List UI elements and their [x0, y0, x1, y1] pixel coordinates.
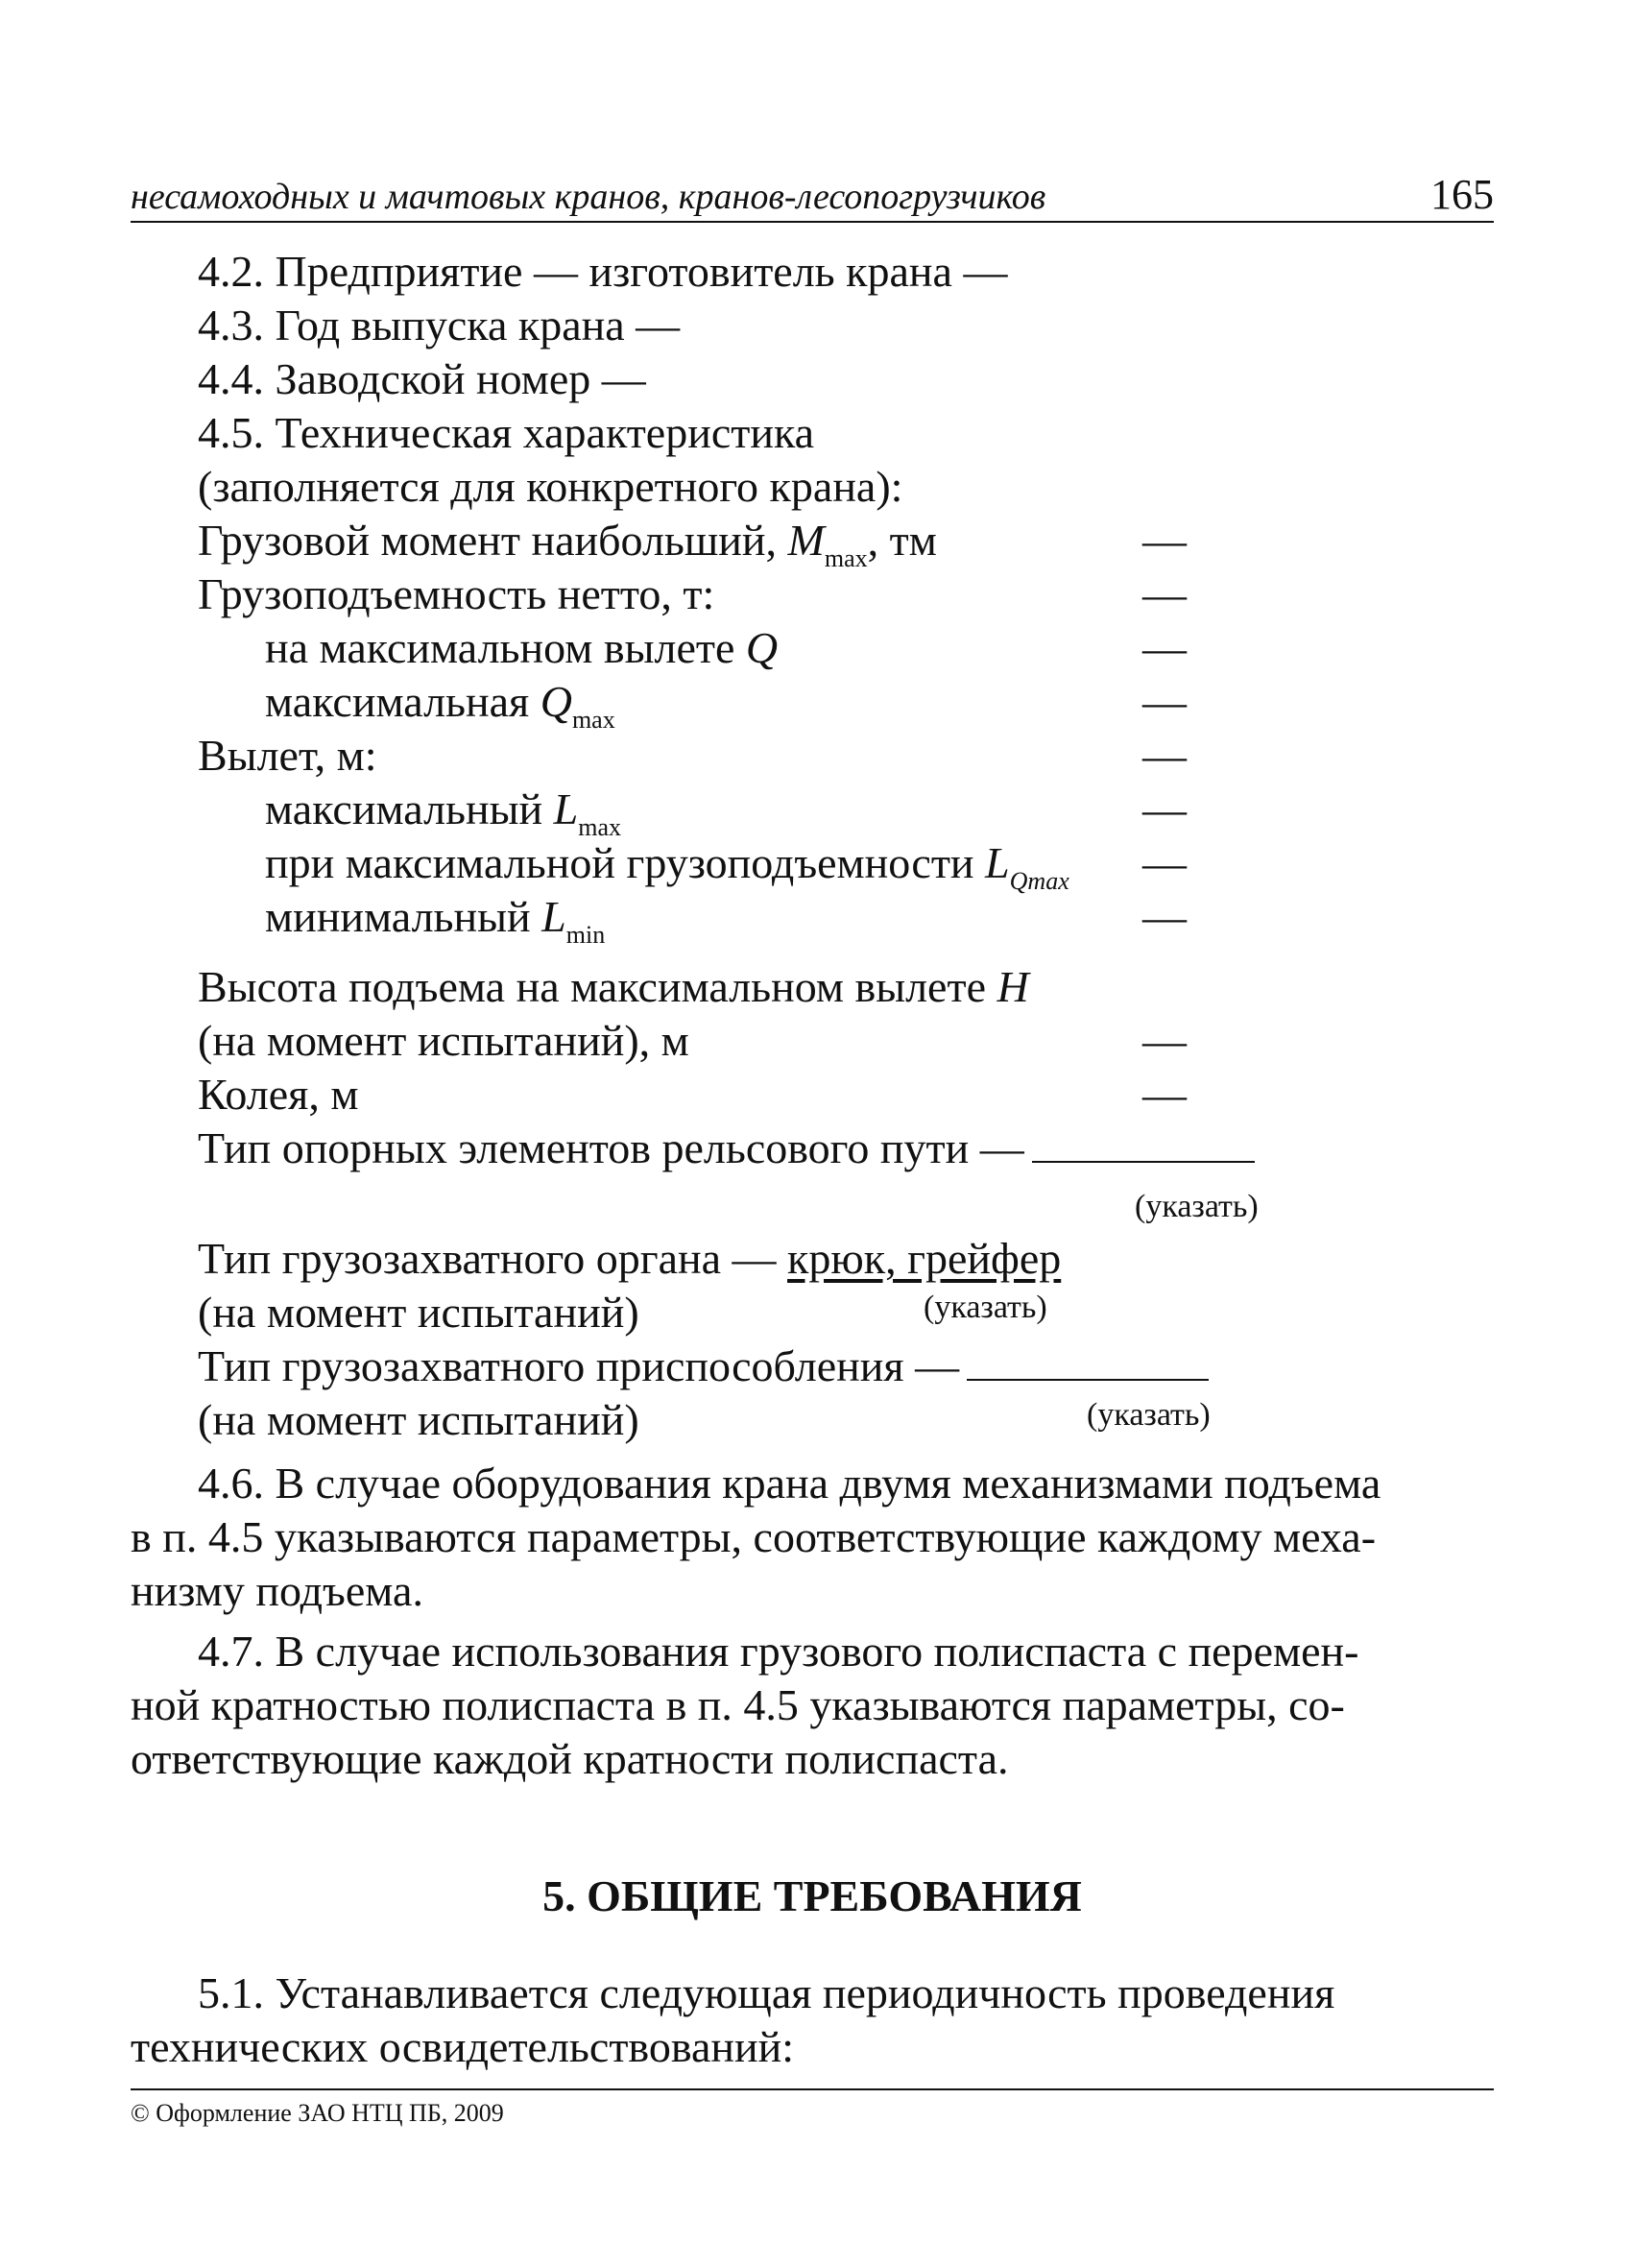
spec-capacity: Грузоподъемность нетто, т:: [198, 569, 715, 618]
spec-device-type-label: Тип грузозахватного приспособления —: [198, 1341, 960, 1390]
para-4-6-line-2: в п. 4.5 указываются параметры, соответствующие каждому меха-: [131, 1512, 1377, 1561]
spec-reach-at-max-cap-label: при максимальной грузоподъемности: [265, 838, 986, 887]
dash-reach-at-max-cap: —: [1142, 838, 1187, 887]
dash-cap-max: —: [1142, 677, 1187, 726]
item-4-2: 4.2. Предприятие — изготовитель крана —: [198, 247, 1008, 296]
hook-type-specify: (указать): [924, 1290, 1047, 1325]
rail-support-specify: (указать): [1135, 1189, 1259, 1224]
device-type-blank: [967, 1340, 1209, 1381]
footer-rule: [131, 2088, 1494, 2090]
para-4-6-line-1: 4.6. В случае оборудования крана двумя механизмами подъема: [198, 1459, 1381, 1508]
spec-rail-support: [198, 1122, 1255, 1175]
page-number: 165: [1430, 171, 1494, 218]
spec-hook-type: [198, 1232, 1061, 1286]
dash-moment: —: [1142, 516, 1187, 565]
spec-reach-max-symbol: L: [553, 784, 579, 833]
spec-device-type-note: (на момент испытаний): [198, 1395, 639, 1444]
para-5-1-line-1: 5.1. Устанавливается следующая периодичность проведения: [198, 1968, 1335, 2017]
footer-copyright: © Оформление ЗАО НТЦ ПБ, 2009: [131, 2099, 504, 2127]
para-4-6-line-3: низму подъема.: [131, 1566, 423, 1615]
para-4-7-line-3: ответствующие каждой кратности полиспаста.: [131, 1734, 1009, 1783]
dash-lift-height: —: [1142, 1016, 1187, 1065]
dash-reach: —: [1142, 731, 1187, 780]
spec-lift-height: [198, 960, 1029, 1014]
spec-lift-height-symbol: H: [997, 962, 1029, 1011]
header-title: несамоходных и мачтовых кранов, кранов-лесопогрузчиков: [131, 177, 1046, 217]
spec-moment-unit: , тм: [867, 516, 937, 565]
item-4-5-note: (заполняется для конкретного крана):: [198, 462, 903, 511]
dash-reach-min: —: [1142, 892, 1187, 941]
spec-cap-at-max-reach: [265, 621, 778, 675]
spec-reach: Вылет, м:: [198, 731, 377, 780]
spec-lift-height-note: (на момент испытаний), м: [198, 1016, 689, 1065]
device-type-specify: (указать): [1087, 1397, 1211, 1433]
spec-reach-min: [265, 890, 605, 962]
spec-moment-subscript: max: [824, 544, 868, 572]
para-5-1-line-2: технических освидетельствований:: [131, 2022, 794, 2071]
section-5-heading: 5. ОБЩИЕ ТРЕБОВАНИЯ: [542, 1871, 1082, 1920]
spec-reach-max-label: максимальный: [265, 784, 554, 833]
spec-reach-at-max-cap-symbol: L: [985, 838, 1010, 887]
spec-rail-support-label: Тип опорных элементов рельсового пути —: [198, 1123, 1024, 1172]
rail-support-blank: [1032, 1122, 1255, 1163]
running-header: [131, 173, 1494, 223]
spec-cap-max-subscript: max: [571, 706, 615, 734]
spec-cap-at-max-reach-symbol: Q: [745, 623, 779, 672]
spec-cap-max-label: максимальная: [265, 677, 540, 726]
item-4-5: 4.5. Техническая характеристика: [198, 408, 815, 457]
dash-track-gauge: —: [1142, 1070, 1187, 1119]
spec-moment-label: Грузовой момент наибольший,: [198, 516, 788, 565]
para-4-7-line-1: 4.7. В случае использования грузового полиспаста с перемен-: [198, 1627, 1359, 1676]
item-4-4: 4.4. Заводской номер —: [198, 354, 646, 403]
spec-hook-type-value: крюк, грейфер: [787, 1234, 1062, 1283]
dash-cap-at-max-reach: —: [1142, 623, 1187, 672]
dash-capacity: —: [1142, 569, 1187, 618]
dash-reach-max: —: [1142, 784, 1187, 833]
spec-hook-type-label: Тип грузозахватного органа —: [198, 1234, 788, 1283]
spec-cap-max-symbol: Q: [540, 677, 572, 726]
spec-reach-min-label: минимальный: [265, 892, 542, 941]
spec-reach-max-subscript: max: [578, 813, 621, 841]
spec-cap-at-max-reach-label: на максимальном вылете: [265, 623, 746, 672]
spec-lift-height-label: Высота подъема на максимальном вылете: [198, 962, 997, 1011]
spec-moment-symbol: M: [787, 516, 825, 565]
item-4-3: 4.3. Год выпуска крана —: [198, 301, 681, 350]
para-4-7-line-2: ной кратностью полиспаста в п. 4.5 указываются параметры, со-: [131, 1680, 1345, 1729]
spec-reach-min-symbol: L: [541, 892, 566, 941]
spec-track-gauge: Колея, м: [198, 1070, 359, 1119]
spec-reach-min-subscript: min: [565, 921, 606, 949]
spec-reach-at-max-cap-subscript: Qmax: [1009, 867, 1069, 895]
spec-hook-type-note: (на момент испытаний): [198, 1288, 639, 1337]
spec-device-type: [198, 1339, 1209, 1393]
